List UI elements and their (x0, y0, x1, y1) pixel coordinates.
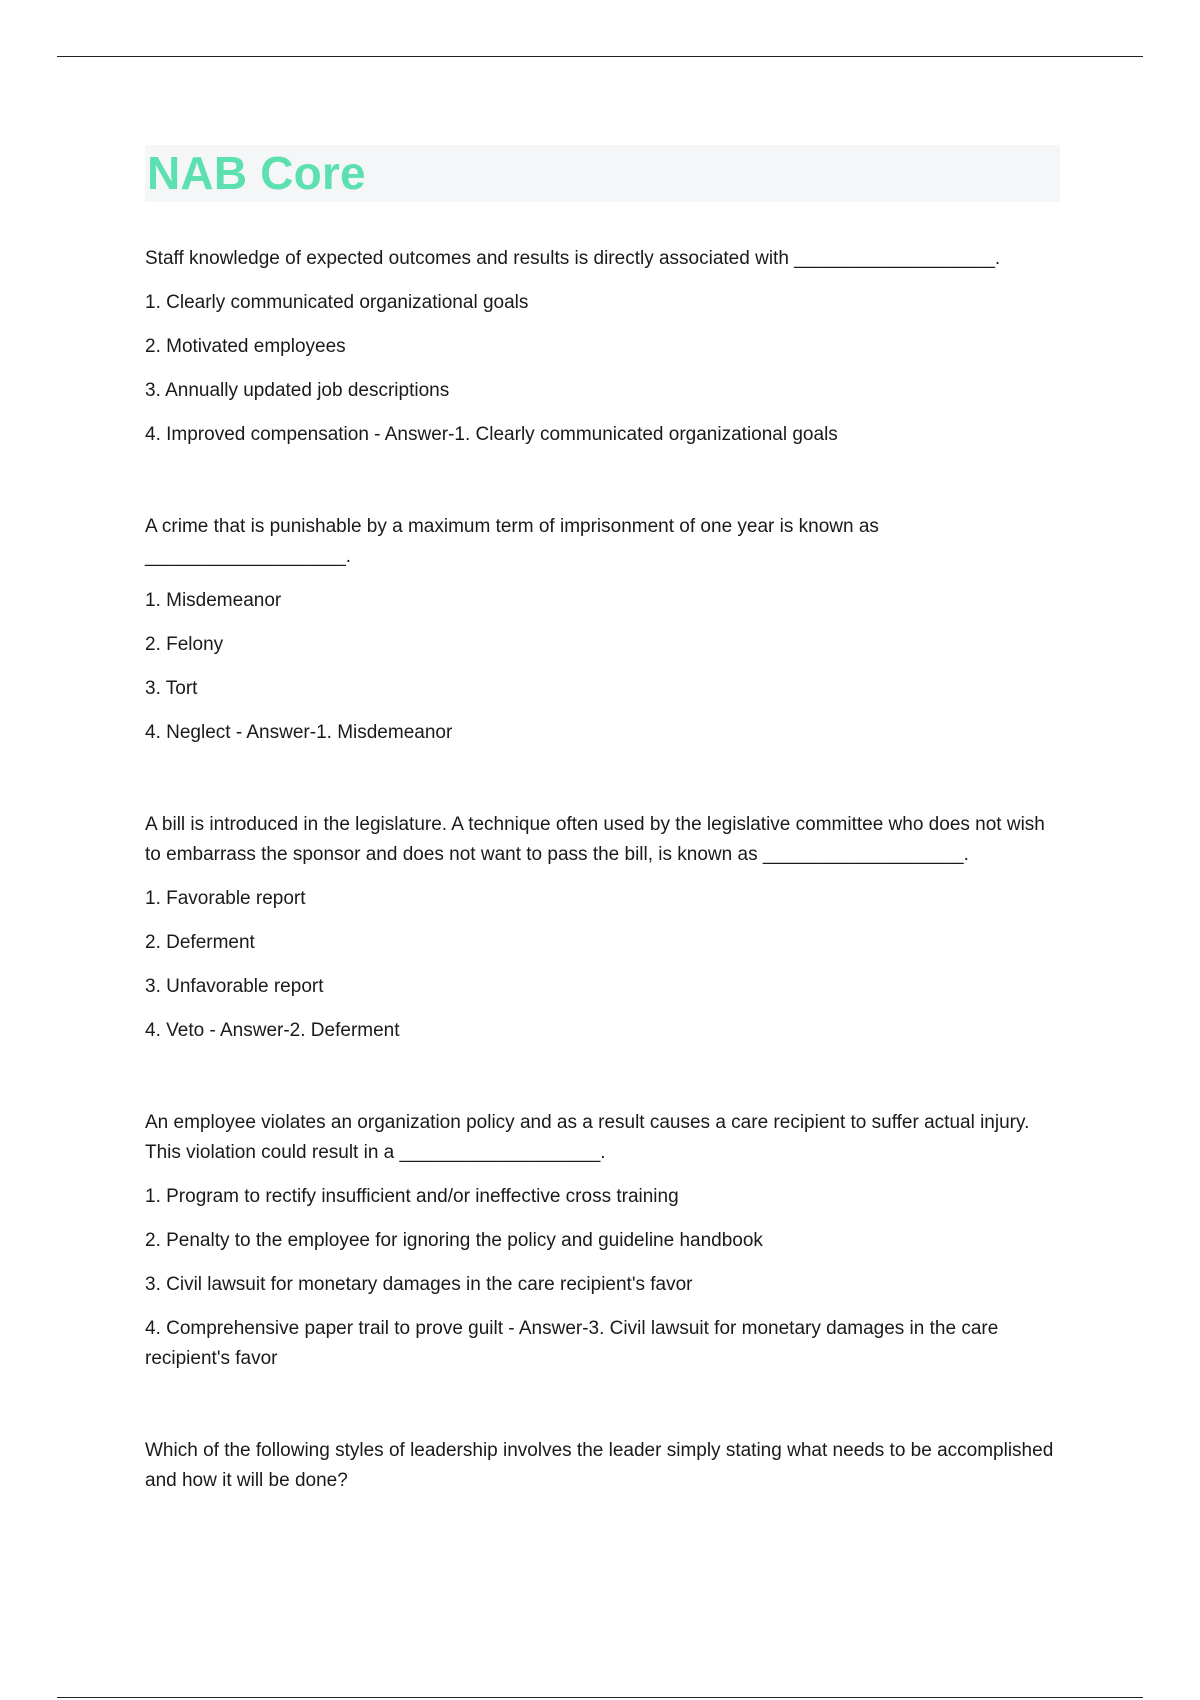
answer-option: 3. Annually updated job descriptions (145, 380, 450, 401)
answer-option: 2. Motivated employees (145, 336, 346, 357)
question-block-1 (145, 244, 1060, 450)
answer-option: 2. Penalty to the employee for ignoring the policy and guideline handbook (145, 1230, 763, 1251)
question-text: A bill is introduced in the legislature. A technique often used by the legislative committee who does not wish to embarrass the sponsor and does not want to pass the bill, is known as ___________________. (145, 814, 1045, 865)
answer-option: 4. Neglect - Answer-1. Misdemeanor (145, 722, 453, 743)
question-text: An employee violates an organization policy and as a result causes a care recipient to suffer actual injury. This violation could result in a ___________________. (145, 1112, 1030, 1163)
answer-option: 4. Comprehensive paper trail to prove guilt - Answer-3. Civil lawsuit for monetary damages in the care recipient's favor (145, 1318, 999, 1369)
answer-option: 3. Tort (145, 678, 198, 699)
question-text: Staff knowledge of expected outcomes and results is directly associated with ___________________. (145, 248, 1001, 269)
question-block-3 (145, 810, 1060, 1046)
question-text: Which of the following styles of leadership involves the leader simply stating what needs to be accomplished and how it will be done? (145, 1440, 1054, 1491)
answer-option: 1. Clearly communicated organizational goals (145, 292, 529, 313)
answer-option: 1. Program to rectify insufficient and/or ineffective cross training (145, 1186, 679, 1207)
title-banner (145, 145, 1060, 202)
answer-option: 3. Unfavorable report (145, 976, 324, 997)
answer-option: 4. Improved compensation - Answer-1. Clearly communicated organizational goals (145, 424, 838, 445)
document-body (145, 145, 1060, 1558)
answer-option: 2. Deferment (145, 932, 255, 953)
answer-option: 2. Felony (145, 634, 224, 655)
answer-option: 1. Misdemeanor (145, 590, 282, 611)
question-block-2 (145, 512, 1060, 748)
bottom-rule (57, 1697, 1143, 1698)
answer-option: 3. Civil lawsuit for monetary damages in the care recipient's favor (145, 1274, 693, 1295)
question-text: A crime that is punishable by a maximum term of imprisonment of one year is known as ___________________. (145, 516, 879, 567)
answer-option: 1. Favorable report (145, 888, 306, 909)
question-block-5 (145, 1436, 1060, 1496)
document-title: NAB Core (147, 147, 366, 199)
answer-option: 4. Veto - Answer-2. Deferment (145, 1020, 400, 1041)
top-rule (57, 56, 1143, 57)
question-block-4 (145, 1108, 1060, 1374)
